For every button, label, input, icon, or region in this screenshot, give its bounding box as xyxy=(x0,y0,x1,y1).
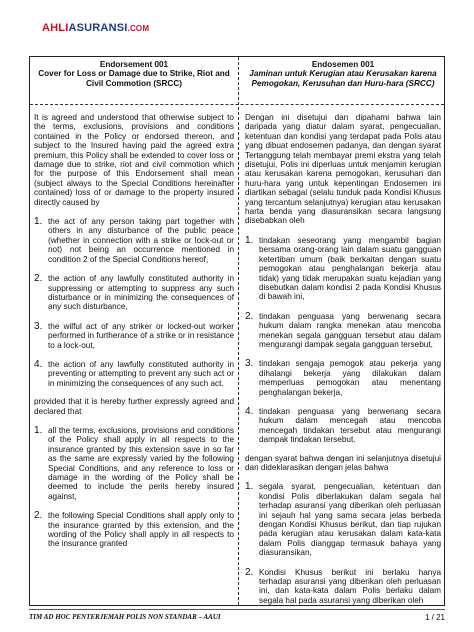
column-divider xyxy=(238,57,239,605)
indonesian-column xyxy=(245,57,441,605)
english-proviso-item-2: 2. the following Special Conditions shall apply only to the insurance granted by this extension, and the wording of the Policy shall apply in all respects to the insurance granted xyxy=(34,510,234,549)
english-subtitle: Cover for Loss or Damage due to Strike, Riot and Civil Commotion (SRCC) xyxy=(38,69,230,88)
indonesian-subtitle: Jaminan untuk Kerugian atau Kerusakan karena Pemogokan, Kerusuhan dan Huru-hara (SRCC) xyxy=(249,69,437,88)
site-logo: AHLIASURANSI.COM xyxy=(42,22,150,34)
indonesian-intro: Dengan ini disetujui dan dipahami bahwa lain daripada yang diatur dalam syarat, pengecualian, ketentuan dan kondisi yang terdapat pada Polis atau yang dibuat endosemen padanya, dan dengan syarat Tertanggung telah membayar premi ekstra yang telah disetujui, Polis ini diperluas untuk menjamin kerugian atau kerusakan karena pemogokan, kerusuhan dan huru-hara yang untuk kepentingan Endosemen ini diartikan sebagai (selalu tunduk pada Kondisi Khusus yang tercantum selanjutnya) kerugian atau kerusakan harta benda yang diasuransikan secara langsung disebabkan oleh xyxy=(245,113,441,226)
indonesian-item-4: 4. tindakan penguasa yang berwenang secara hukum dalam mencegah atau mencoba mencegah tindakan tersebut atau mengurangi dampak tindakan tersebut. xyxy=(245,405,441,445)
page-number: 1 / 21 xyxy=(424,613,445,622)
english-item-2: 2. the action of any lawfully constituted authority in suppressing or attempting to suppress any such disturbance or in minimizing the consequences of any such disturbance, xyxy=(34,273,234,312)
bilingual-table xyxy=(29,56,445,606)
page-footer xyxy=(29,613,445,621)
english-intro: It is agreed and understood that otherwise subject to the terms, exclusions, provisions and conditions contained in the Policy or endorsed thereon, and subject to the Insured having paid the agreed extra premium, this Policy shall be extended to cover loss or damage due to strike, riot and civil commotion which for the purpose of this Endorsement shall mean (subject always to the Special Conditions hereinafter contained) loss of or damage to the property insured directly caused by xyxy=(34,113,234,207)
indonesian-header xyxy=(245,57,441,104)
footer-text: TIM AD HOC PENTERJEMAH POLIS NON STANDAR – AAUI xyxy=(29,613,221,621)
indonesian-item-3: 3. tindakan sengaja pemogok atau pekerja yang dihalangi bekerja yang dilakukan dalam memperluas pemogokan atau menentang penghalangan bekerja, xyxy=(245,358,441,397)
english-header xyxy=(34,57,234,104)
english-proviso: provided that it is hereby further expressly agreed and declared that xyxy=(34,397,234,416)
english-item-4: 4. the action of any lawfully constituted authority in preventing or attempting to prevent any such act or in minimizing the consequences of any such act. xyxy=(34,358,234,388)
english-item-3: 3. the wilful act of any striker or locked-out worker performed in furtherance of a strike or in resistance to a lock-out, xyxy=(34,320,234,350)
footer-rule xyxy=(29,609,445,610)
english-column xyxy=(34,57,234,549)
indonesian-title: Endosemen 001 xyxy=(311,60,375,69)
indonesian-proviso-item-2: 2. Kondisi Khusus berikut ini berlaku hanya terhadap asuransi yang diberikan oleh perluasan ini, dan kata-kata dalam Polis berlaku dalam segala hal pada asuransi yang diberikan oleh xyxy=(245,566,441,605)
indonesian-item-2: 2. tindakan penguasa yang berwenang secara hukum dalam rangka menekan atau mencoba menekan segala gangguan tersebut atau dalam mengurangi dampak segala gangguan tersebut, xyxy=(245,310,441,349)
english-item-1: 1. the act of any person taking part together with others in any disturbance of the public peace (whether in connection with a strike or lock-out or not) not being an occurrence mentioned in condition 2 of the Special Conditions hereof, xyxy=(34,216,234,264)
indonesian-item-1: 1. tindakan seseorang yang mengambil bagian bersama orang-orang lain dalam suatu gangguan ketertiban umum (baik berkaitan dengan suatu pemogokan atau penghalangan bekerja atau tidak) yang tidak merupakan suatu kejadian yang disebutkan dalam kondisi 2 pada Kondisi Khusus di bawah ini, xyxy=(245,234,441,302)
english-proviso-item-1: 1. all the terms, exclusions, provisions and conditions of the Policy shall apply in all respects to the insurance granted by this extension save in so far as the same are expressly varied by the following Special Conditions, and any reference to loss or damage in the wording of the Policy shall be deemed to include the perils hereby insured against, xyxy=(34,424,234,501)
english-title: Endorsement 001 xyxy=(99,60,169,69)
indonesian-proviso-item-1: 1. segala syarat, pengecualian, ketentuan dan kondisi Polis diberlakukan dalam segala hal terhadap asuransi yang diberikan oleh perluasan ini sejauh hal yang sama secara jelas berbeda dengan Kondisi Khusus berikut, dan tiap rujukan pada kerugian atau kerusakan dalam kata-kata dalam Polis dianggap termasuk bahaya yang diasuransikan, xyxy=(245,481,441,558)
indonesian-proviso: dengan syarat bahwa dengan ini selanjutnya disetujui dan dideklarasikan dengan jelas bahwa xyxy=(245,453,441,472)
